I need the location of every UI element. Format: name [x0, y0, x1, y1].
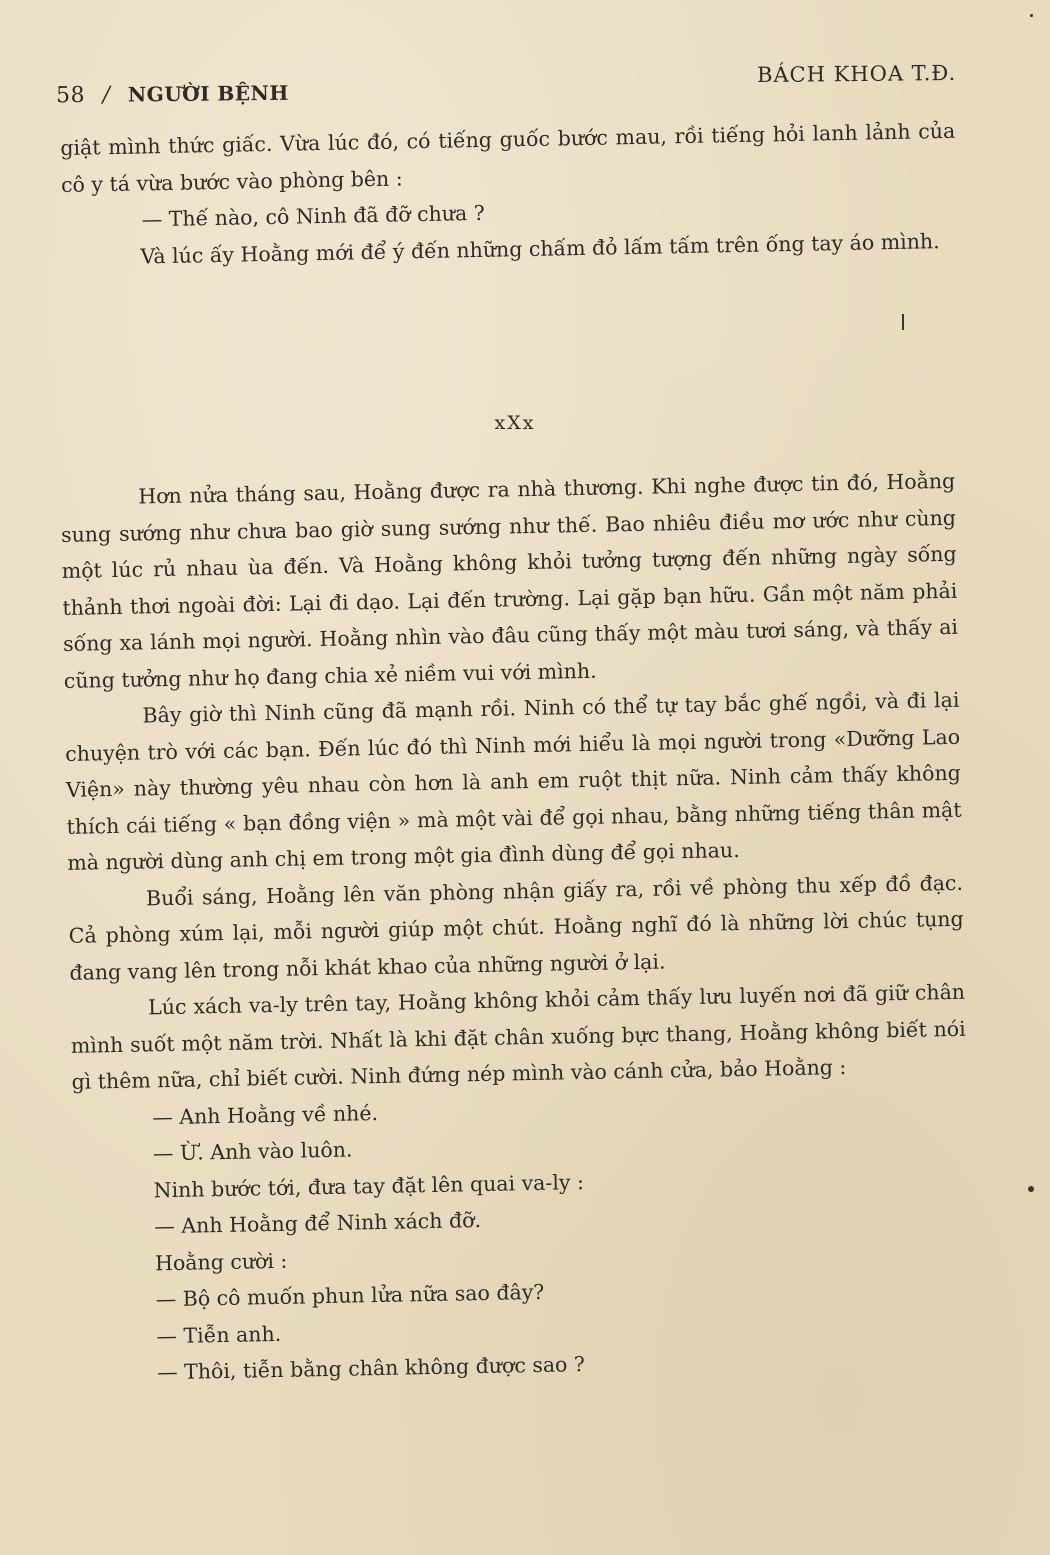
header-separator: /: [102, 82, 111, 108]
section-separator: xXx: [494, 412, 536, 434]
dialogue-line: — Anh Hoằng về nhé.: [152, 1100, 379, 1129]
dialogue-line: — Anh Hoằng để Ninh xách đỡ.: [154, 1208, 482, 1239]
dialogue-line: — Thế nào, cô Ninh đã đỡ chưa ?: [141, 200, 485, 232]
page-number: 58: [55, 82, 86, 109]
header-left: [56, 81, 289, 108]
publication-title: BÁCH KHOA T.Đ.: [756, 60, 957, 88]
text-block-top: [60, 113, 958, 276]
paragraph: Bây giờ thì Ninh cũng đã mạnh rồi. Ninh có thể tự tay bắc ghế ngồi, và đi lại chuyện trò với các bạn. Đến lúc đó thì Ninh mới hiểu là mọi người trong «Dưỡng Lao Viện» này thường yêu nhau còn hơn là anh em ruột thịt nữa. Ninh cảm thấy không thích cái tiếng « bạn đồng viện » mà một vài để gọi nhau, bằng những tiếng thân mật mà người dùng anh chị em trong một gia đình dùng để gọi nhau.: [65, 687, 962, 875]
dialogue-line: — Ừ. Anh vào luôn.: [152, 1137, 353, 1166]
ink-speck: [1028, 1186, 1034, 1192]
paragraph: Lúc xách va-ly trên tay, Hoằng không khỏi cảm thấy lưu luyến nơi đã giữ chân mình suốt một năm trời. Nhất là khi đặt chân xuống bực thang, Hoằng không biết nói gì thêm nữa, chỉ biết cười. Ninh đứng nép mình vào cánh cửa, bảo Hoằng :: [70, 979, 966, 1094]
dialogue-line: Hoằng cười :: [154, 1248, 288, 1275]
ink-mark: [902, 314, 904, 330]
paragraph: giật mình thức giấc. Vừa lúc đó, có tiếng guốc bước mau, rồi tiếng hỏi lanh lảnh của cô y tá vừa bước vào phòng bên :: [60, 118, 956, 197]
ink-speck: [1030, 14, 1033, 17]
dialogue-line: — Thôi, tiễn bằng chân không được sao ?: [156, 1352, 586, 1385]
dialogue-line: — Tiễn anh.: [156, 1321, 282, 1348]
paragraph: Và lúc ấy Hoằng mới để ý đến những chấm đỏ lấm tấm trên ống tay áo mình.: [140, 228, 940, 268]
running-title: NGƯỜI BỆNH: [127, 80, 289, 107]
dialogue-line: — Bộ cô muốn phun lửa nữa sao đây?: [155, 1279, 545, 1312]
page-header: [55, 60, 957, 109]
text-block-main: [60, 463, 972, 1393]
paragraph: Buổi sáng, Hoằng lên văn phòng nhận giấy ra, rồi về phòng thu xếp đồ đạc. Cả phòng xúm lại, mỗi người giúp một chút. Hoằng nghĩ đó là những lời chúc tụng đang vang lên trong nỗi khát khao của những người ở lại.: [68, 870, 964, 985]
dialogue-line: Ninh bước tới, đưa tay đặt lên quai va-ly :: [153, 1169, 585, 1202]
paragraph: Hơn nửa tháng sau, Hoằng được ra nhà thương. Khi nghe được tin đó, Hoằng sung sướng như chưa bao giờ sung sướng như thế. Bao nhiêu điều mơ ước như cùng một lúc rủ nhau ùa đến. Và Hoằng không khỏi tưởng tượng đến những ngày sống thảnh thơi ngoài đời: Lại đi dạo. Lại đến trường. Lại gặp bạn hữu. Gần một năm phải sống xa lánh mọi người. Hoằng nhìn vào đâu cũng thấy một màu tươi sáng, và thấy ai cũng tưởng như họ đang chia xẻ niềm vui với mình.: [60, 468, 959, 693]
